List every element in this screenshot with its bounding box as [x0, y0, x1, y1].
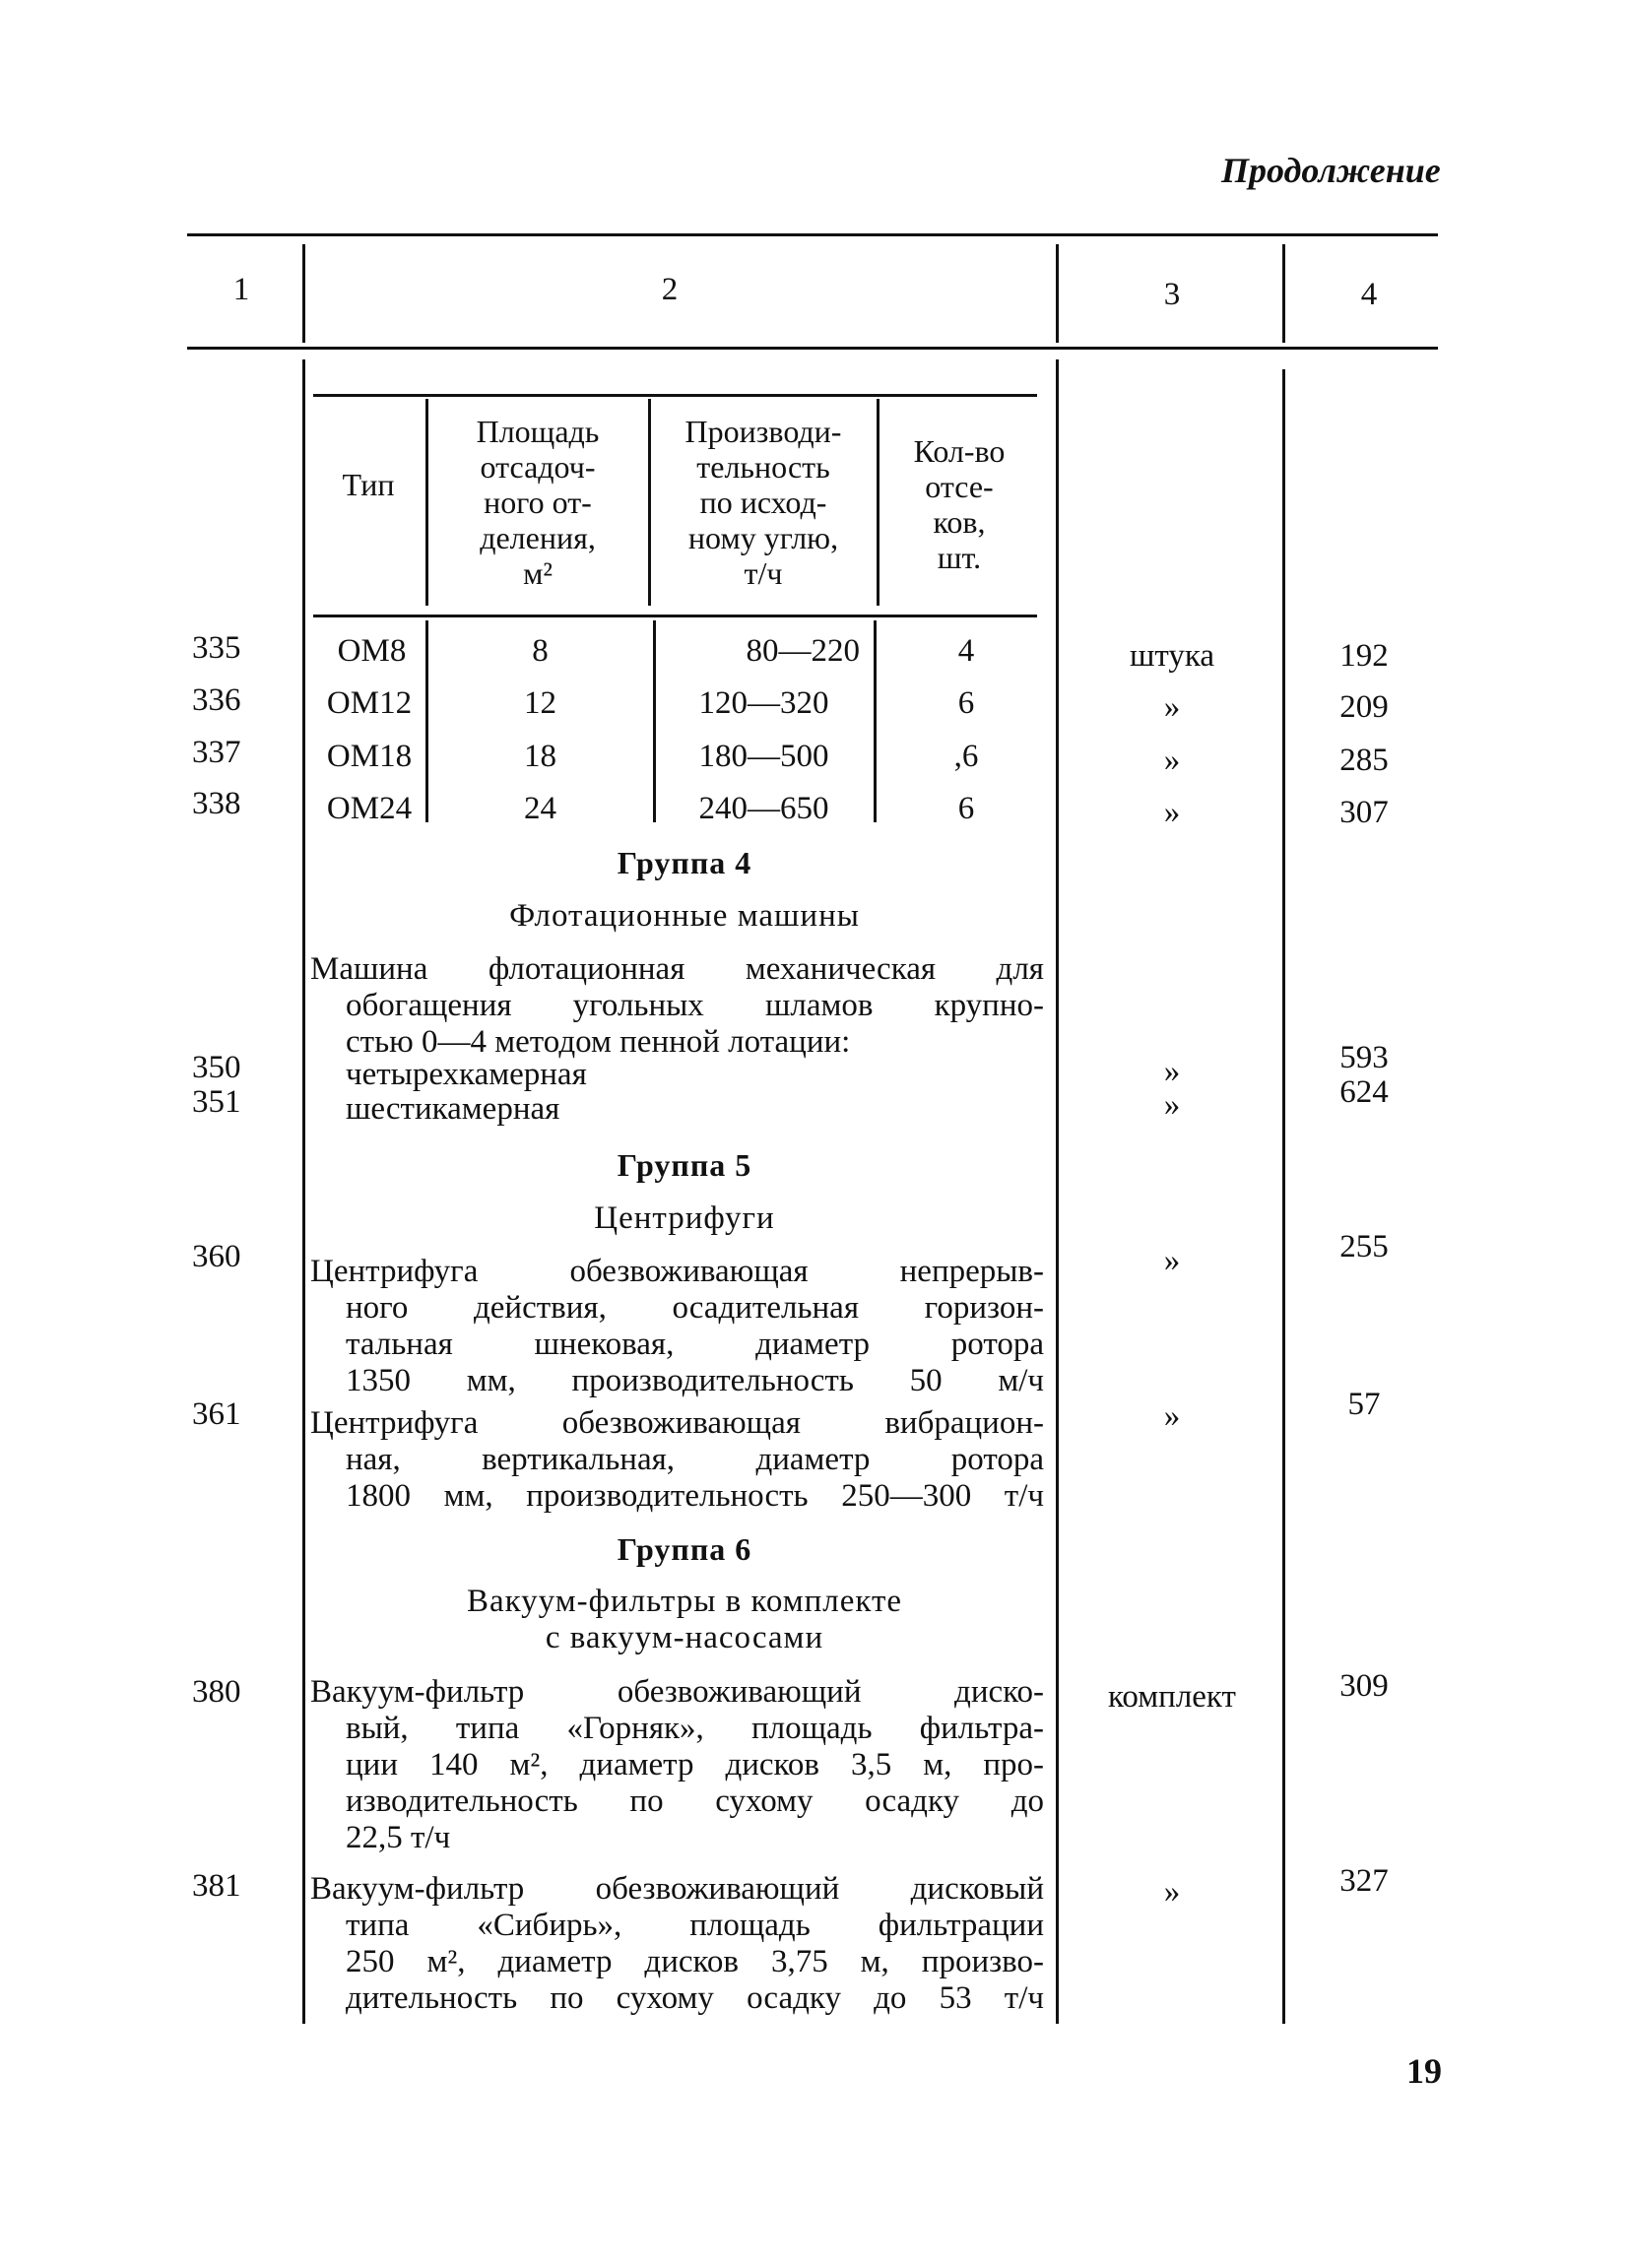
intro-line: стью 0—4 методом пенной лотации:: [346, 1024, 851, 1060]
row-price: 285: [1339, 743, 1389, 778]
item-unit: комплект: [1108, 1679, 1236, 1715]
item-price: 327: [1339, 1863, 1389, 1899]
item-description: [310, 1674, 1044, 1856]
subtable-divider-1: [425, 399, 428, 606]
item-number: 380: [192, 1674, 241, 1710]
row-type: ОМ18: [326, 739, 413, 774]
item-unit: »: [1163, 1874, 1181, 1910]
subtable-divider-3: [877, 399, 880, 606]
intro-line: Машина флотационная механическая для: [310, 951, 1044, 987]
column-number-3: 3: [1163, 277, 1181, 312]
row-sections: ,6: [953, 739, 979, 774]
item-description: [310, 1254, 1044, 1399]
row-capacity: 240—650: [698, 791, 829, 826]
header-capacity-line: т/ч: [744, 555, 783, 591]
description-line: типа «Сибирь», площадь фильтрации: [346, 1908, 1044, 1943]
table-top-rule: [187, 233, 1438, 236]
header-area-line: м²: [523, 555, 553, 591]
item-unit: »: [1163, 1054, 1181, 1089]
description-line: 1800 мм, производительность 250—300 т/ч: [346, 1478, 1044, 1514]
item-number: 351: [192, 1084, 241, 1120]
header-sections-line: шт.: [937, 540, 982, 575]
row-unit: штука: [1129, 638, 1215, 674]
intro-line: обогащения угольных шламов крупно-: [346, 988, 1044, 1023]
column-number-2: 2: [661, 272, 679, 307]
header-capacity: [652, 414, 875, 591]
item-price: 57: [1347, 1387, 1381, 1422]
description-line: Центрифуга обезвоживающая непрерыв-: [310, 1254, 1044, 1289]
row-capacity: 80—220: [746, 633, 860, 669]
header-area-line: Площадь: [476, 414, 600, 449]
header-type: Тип: [342, 467, 395, 502]
group-label: Группа 4: [617, 845, 752, 880]
header-capacity-line: Производи-: [684, 414, 842, 449]
subtable-body-divider-1: [425, 620, 428, 822]
row-area: 12: [524, 685, 556, 721]
row-unit: »: [1163, 743, 1181, 778]
description-line: Центрифуга обезвоживающая вибрацион-: [310, 1405, 1044, 1441]
row-unit: »: [1163, 795, 1181, 830]
description-line: Вакуум-фильтр обезвоживающий диско-: [310, 1674, 1044, 1710]
description-line: дительность по сухому осадку до 53 т/ч: [346, 1980, 1044, 2016]
row-area: 8: [532, 633, 549, 669]
item-price: 309: [1339, 1668, 1389, 1704]
row-price: 209: [1339, 689, 1389, 725]
row-type: ОМ8: [337, 633, 407, 669]
description-line: тальная шнековая, диаметр ротора: [346, 1327, 1044, 1362]
header-sections-line: ков,: [933, 504, 986, 540]
description-line: вый, типа «Горняк», площадь фильтра-: [346, 1711, 1044, 1746]
header-capacity-line: ному углю,: [687, 520, 839, 555]
row-number: 338: [192, 786, 241, 821]
row-number: 335: [192, 630, 241, 666]
row-unit: »: [1163, 689, 1181, 725]
page-number: 19: [1406, 2051, 1442, 2091]
item-unit: »: [1163, 1398, 1181, 1434]
description-line: ции 140 м², диаметр дисков 3,5 м, про-: [346, 1747, 1044, 1782]
item-number: 361: [192, 1396, 241, 1432]
item-price: 593: [1339, 1040, 1389, 1075]
description-line: изводительность по сухому осадку до: [346, 1783, 1044, 1819]
item-unit: »: [1163, 1087, 1181, 1123]
row-area: 18: [524, 739, 556, 774]
group-label: Группа 6: [617, 1531, 752, 1567]
header-bottom-rule: [187, 347, 1438, 350]
group-intro: [310, 951, 1044, 1061]
column-number-4: 4: [1360, 277, 1378, 312]
description-line: 1350 мм, производительность 50 м/ч: [346, 1363, 1044, 1398]
header-sections-line: Кол-во: [913, 433, 1006, 469]
row-sections: 4: [957, 633, 975, 669]
row-price: 192: [1339, 638, 1389, 674]
item-text: четырехкамерная: [346, 1057, 587, 1092]
row-type: ОМ12: [326, 685, 413, 721]
row-area: 24: [524, 791, 556, 826]
item-unit: »: [1163, 1243, 1181, 1278]
group-title: [310, 1584, 1059, 1656]
group-title-line: с вакуум-насосами: [545, 1620, 824, 1655]
col-divider-3-body: [1282, 369, 1285, 2024]
col-divider-2: [1056, 244, 1059, 343]
col-divider-2-body: [1056, 359, 1059, 2024]
row-capacity: 180—500: [698, 739, 829, 774]
description-line: 22,5 т/ч: [346, 1820, 451, 1855]
header-sections-line: отсе-: [925, 469, 994, 504]
item-price: 624: [1339, 1074, 1389, 1110]
header-area-line: деления,: [480, 520, 596, 555]
subtable-header-rule: [313, 615, 1037, 617]
column-number-1: 1: [232, 272, 250, 307]
row-number: 337: [192, 735, 241, 770]
item-description: [310, 1871, 1044, 2017]
subtable-divider-2: [648, 399, 651, 606]
header-capacity-line: по исход-: [699, 485, 827, 520]
item-text: шестикамерная: [346, 1091, 560, 1127]
header-area-line: отсадоч-: [480, 449, 596, 485]
subtable-body-divider-3: [874, 620, 877, 822]
item-number: 381: [192, 1868, 241, 1904]
item-number: 350: [192, 1050, 241, 1085]
header-area: [429, 414, 646, 591]
group-title: Центрифуги: [594, 1200, 775, 1236]
row-number: 336: [192, 682, 241, 718]
col-divider-3: [1282, 244, 1285, 343]
col-divider-1-body: [302, 359, 305, 2024]
group-label: Группа 5: [617, 1147, 752, 1183]
description-line: 250 м², диаметр дисков 3,75 м, произво-: [346, 1944, 1044, 1979]
group-title-line: Вакуум-фильтры в комплекте: [466, 1584, 903, 1619]
item-number: 360: [192, 1239, 241, 1274]
subtable-top-rule: [313, 394, 1037, 397]
description-line: ного действия, осадительная горизон-: [346, 1290, 1044, 1326]
subtable-body-divider-2: [653, 620, 656, 822]
row-sections: 6: [957, 685, 975, 721]
description-line: ная, вертикальная, диаметр ротора: [346, 1442, 1044, 1477]
row-price: 307: [1339, 795, 1389, 830]
row-sections: 6: [957, 791, 975, 826]
col-divider-1: [302, 244, 305, 343]
header-capacity-line: тельность: [696, 449, 830, 485]
description-line: Вакуум-фильтр обезвоживающий дисковый: [310, 1871, 1044, 1907]
header-area-line: ного от-: [484, 485, 592, 520]
header-sections: [880, 433, 1038, 575]
continuation-label: Продолжение: [1221, 151, 1441, 190]
item-price: 255: [1339, 1229, 1389, 1264]
item-description: [310, 1405, 1044, 1515]
row-type: ОМ24: [326, 791, 413, 826]
group-title: Флотационные машины: [509, 898, 860, 934]
row-capacity: 120—320: [698, 685, 829, 721]
